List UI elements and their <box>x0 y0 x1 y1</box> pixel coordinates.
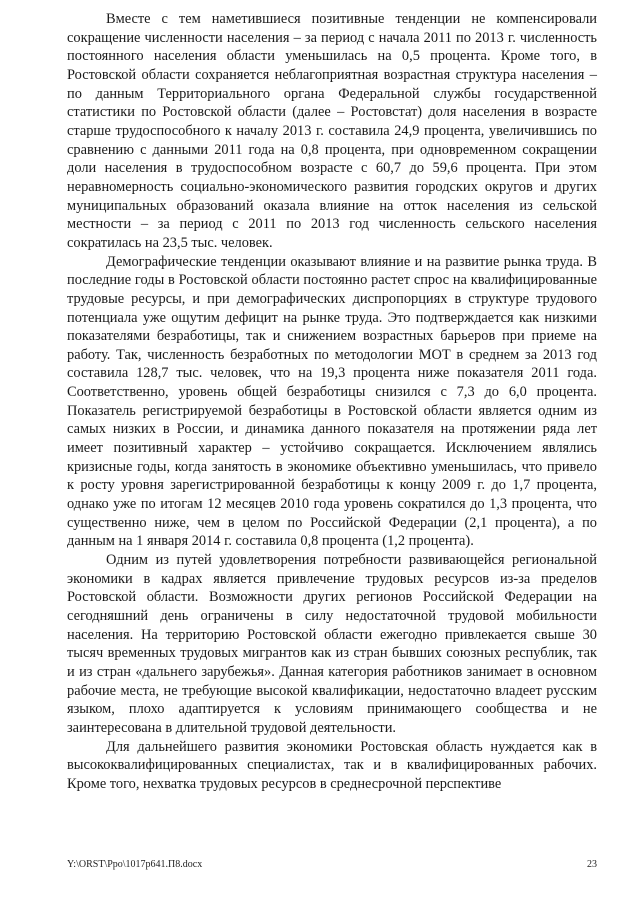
footer-page-number: 23 <box>587 859 597 870</box>
footer-file-path: Y:\ORST\Ppo\1017p641.П8.docx <box>67 859 203 870</box>
paragraph-demographic-trends: Вместе с тем наметившиеся позитивные тенденции не компенсировали сокращение численности населения – за период с начала 2011 по 2013 г. численность постоянного населения области уменьшилась на 0,5 процента. Кроме того, в Ростовской области сохраняется неблагоприятная возрастная структура населения – по данным Территориального органа Федеральной службы государственной статистики по Ростовской области (далее – Ростовстат) доля населения в возрасте старше трудоспособного к началу 2013 г. составила 24,9 процента, увеличившись по сравнению с данными 2011 года на 0,8 процента, при одновременном сокращении доли населения в трудоспособном возрасте с 60,7 до 59,6 процента. При этом неравномерность социально-экономического развития городских округов и других муниципальных образований оказала влияние на отток населения из сельской местности – за период с 2011 по 2013 год численность сельского населения сократилась на 23,5 тыс. человек. <box>67 11 597 251</box>
document-body <box>67 10 597 794</box>
paragraph-qualified-staff: Для дальнейшего развития экономики Ростовская область нуждается как в высококвалифицированных специалистах, так и в квалифицированных рабочих. Кроме того, нехватка трудовых ресурсов в среднесрочной перспективе <box>67 738 597 792</box>
page-footer <box>67 859 597 871</box>
paragraph-migrant-workers: Одним из путей удовлетворения потребности развивающейся региональной экономики в кадрах является привлечение трудовых ресурсов из-за пределов Ростовской области. Возможности других регионов Российской Федерации на сегодняшний день ограничены в силу недостаточной трудовой мобильности населения. На территорию Ростовской области ежегодно привлекается свыше 30 тысяч временных трудовых мигрантов как из стран бывших союзных республик, так и из стран «дальнего зарубежья». Данная категория работников занимает в основном рабочие места, не требующие высокой квалификации, недостаточно владеет русским языком, плохо адаптируется к условиям принимающего сообщества и не заинтересована в длительной трудовой деятельности. <box>67 552 597 736</box>
paragraph-labor-market: Демографические тенденции оказывают влияние и на развитие рынка труда. В последние годы в Ростовской области постоянно растет спрос на квалифицированные трудовые ресурсы, и при демографических диспропорциях в структуре трудового потенциала уже ощутим дефицит на рынке труда. Это подтверждается как низкими показателями безработицы, так и снижением возрастных барьеров при приеме на работу. Так, численность безработных по методологии МОТ в среднем за 2013 год составила 128,7 тыс. человек, что на 19,3 процента ниже показателя 2011 года. Соответственно, уровень общей безработицы снизился с 7,3 до 6,0 процента. Показатель регистрируемой безработицы в Ростовской области является одним из самых низких в России, и динамика данного показателя на протяжении ряда лет имеет позитивный характер – устойчиво сокращается. Исключением являлись кризисные годы, когда занятость в экономике объективно уменьшилась, что привело к росту уровня зарегистрированной безработицы к концу 2009 г. до 1,7 процента, однако уже по итогам 12 месяцев 2010 года уровень сократился до 1,3 процента, что существенно ниже, чем в целом по Российской Федерации (2,1 процента), а по данным на 1 января 2014 г. составила 0,8 процента (1,2 процента). <box>67 253 597 550</box>
